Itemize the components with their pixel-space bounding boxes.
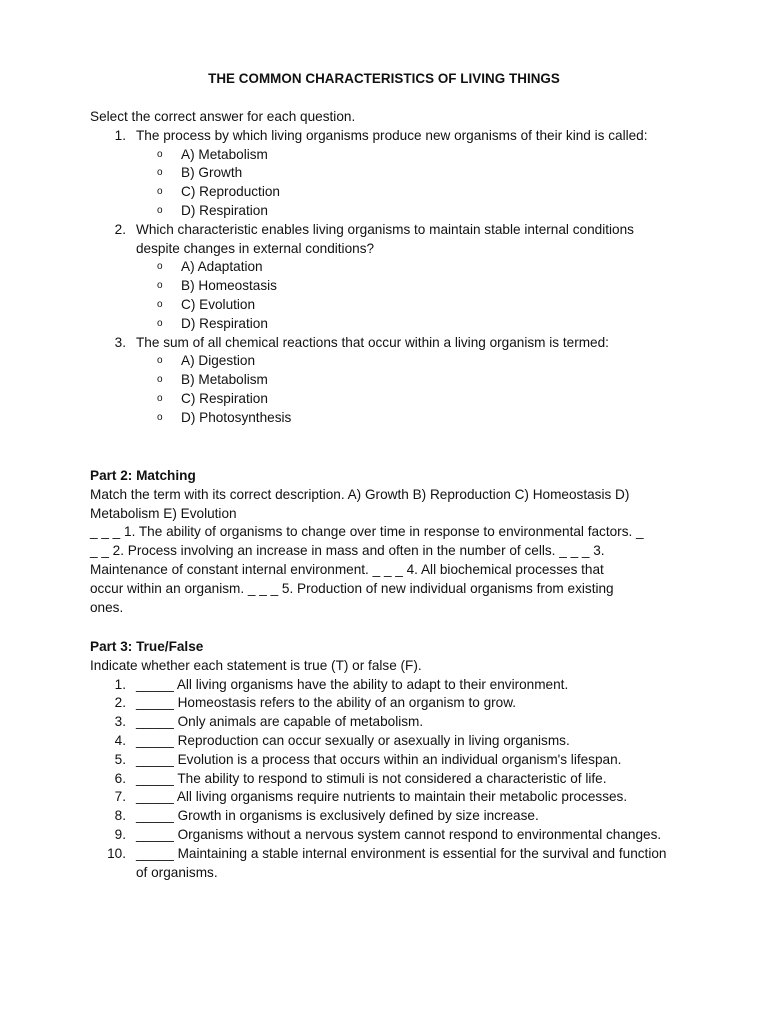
statement-number: 4. xyxy=(114,732,126,748)
statement-number: 1. xyxy=(114,676,126,692)
bullet-icon: o xyxy=(157,280,163,292)
option-text: D) Respiration xyxy=(181,202,268,218)
option-text: A) Adaptation xyxy=(181,259,263,275)
statement-item xyxy=(90,845,680,883)
statement-item xyxy=(90,807,680,826)
option-item xyxy=(90,409,680,428)
statement-number: 6. xyxy=(114,770,126,786)
part3-section xyxy=(90,638,680,882)
bullet-icon: o xyxy=(157,374,163,386)
statement-number: 7. xyxy=(114,789,126,805)
option-text: B) Metabolism xyxy=(181,372,268,388)
option-item xyxy=(90,258,680,277)
statement-item xyxy=(90,732,680,751)
question-2 xyxy=(90,221,680,334)
option-text: D) Photosynthesis xyxy=(181,409,292,425)
part2-heading: Part 2: Matching xyxy=(90,468,196,483)
bullet-icon: o xyxy=(157,317,163,329)
option-item xyxy=(90,183,680,202)
matching-line: ones. xyxy=(90,599,124,615)
option-item xyxy=(90,146,680,165)
statement-number: 5. xyxy=(114,751,126,767)
statement-number: 9. xyxy=(114,826,126,842)
statement-text: _____ Growth in organisms is exclusively defined by size increase. xyxy=(136,808,539,824)
part1-section xyxy=(90,108,680,428)
question-text: The sum of all chemical reactions that occur within a living organism is termed: xyxy=(136,334,609,350)
question-1 xyxy=(90,127,680,221)
option-text: C) Reproduction xyxy=(181,184,280,200)
part2-section xyxy=(90,467,680,617)
option-item xyxy=(90,390,680,409)
question-text: The process by which living organisms produce new organisms of their kind is called: xyxy=(136,127,648,143)
question-text: Which characteristic enables living organisms to maintain stable internal conditions despite changes in external conditions? xyxy=(136,221,634,256)
bullet-icon: o xyxy=(157,186,163,198)
bullet-icon: o xyxy=(157,411,163,423)
option-text: C) Evolution xyxy=(181,296,256,312)
question-number: 2. xyxy=(114,221,126,237)
part3-heading: Part 3: True/False xyxy=(90,639,204,654)
option-list xyxy=(136,146,680,221)
option-text: D) Respiration xyxy=(181,315,268,331)
option-text: B) Homeostasis xyxy=(181,278,277,294)
page-title: THE COMMON CHARACTERISTICS OF LIVING THINGS xyxy=(208,71,560,86)
option-text: B) Growth xyxy=(181,165,243,181)
option-list xyxy=(136,352,680,427)
statement-text: _____ Homeostasis refers to the ability of an organism to grow. xyxy=(136,695,517,711)
part1-instruction: Select the correct answer for each question. xyxy=(90,109,356,124)
statement-number: 10. xyxy=(107,845,126,861)
option-item xyxy=(90,296,680,315)
statement-item xyxy=(90,751,680,770)
option-text: A) Metabolism xyxy=(181,146,268,162)
option-item xyxy=(90,202,680,221)
option-item xyxy=(90,315,680,334)
statement-number: 2. xyxy=(114,695,126,711)
bullet-icon: o xyxy=(157,167,163,179)
matching-line: Maintenance of constant internal environment. _ _ _ 4. All biochemical processes that xyxy=(90,561,604,577)
question-3 xyxy=(90,334,680,428)
part3-instruction: Indicate whether each statement is true (T) or false (F). xyxy=(90,657,422,673)
true-false-list xyxy=(90,676,680,883)
statement-number: 8. xyxy=(114,808,126,824)
option-list xyxy=(136,258,680,333)
option-item xyxy=(90,164,680,183)
statement-text: _____ Maintaining a stable internal environment is essential for the survival and function of organisms. xyxy=(136,845,667,880)
statement-text: _____ Organisms without a nervous system cannot respond to environmental changes. xyxy=(136,826,662,842)
question-number: 1. xyxy=(114,127,126,143)
statement-text: _____ Reproduction can occur sexually or asexually in living organisms. xyxy=(136,732,570,748)
question-number: 3. xyxy=(114,334,126,350)
option-item xyxy=(90,352,680,371)
option-text: C) Respiration xyxy=(181,390,268,406)
option-text: A) Digestion xyxy=(181,353,256,369)
statement-text: _____ Only animals are capable of metabolism. xyxy=(136,714,424,730)
option-item xyxy=(90,277,680,296)
matching-line: _ _ 2. Process involving an increase in mass and often in the number of cells. _ _ _ 3. xyxy=(90,543,605,559)
statement-item xyxy=(90,694,680,713)
statement-item xyxy=(90,713,680,732)
statement-item xyxy=(90,770,680,789)
statement-text: _____ All living organisms have the ability to adapt to their environment. xyxy=(136,676,569,692)
statement-item xyxy=(90,788,680,807)
statement-text: _____ Evolution is a process that occurs within an individual organism's lifespan. xyxy=(136,751,622,767)
bullet-icon: o xyxy=(157,261,163,273)
part1-question-list xyxy=(90,127,680,428)
bullet-icon: o xyxy=(157,392,163,404)
matching-line: occur within an organism. _ _ _ 5. Production of new individual organisms from existing xyxy=(90,580,614,596)
bullet-icon: o xyxy=(157,355,163,367)
statement-text: _____ The ability to respond to stimuli is not considered a characteristic of life. xyxy=(136,770,607,786)
option-item xyxy=(90,371,680,390)
statement-number: 3. xyxy=(114,714,126,730)
statement-item xyxy=(90,826,680,845)
part2-instruction: Match the term with its correct description. A) Growth B) Reproduction C) Homeostasis D) Metabolism E) Evolution xyxy=(90,486,630,521)
matching-line: _ _ _ 1. The ability of organisms to change over time in response to environmental factors. _ xyxy=(90,524,644,540)
statement-text: _____ All living organisms require nutrients to maintain their metabolic processes. xyxy=(136,789,628,805)
statement-item xyxy=(90,676,680,695)
bullet-icon: o xyxy=(157,298,163,310)
bullet-icon: o xyxy=(157,148,163,160)
bullet-icon: o xyxy=(157,204,163,216)
